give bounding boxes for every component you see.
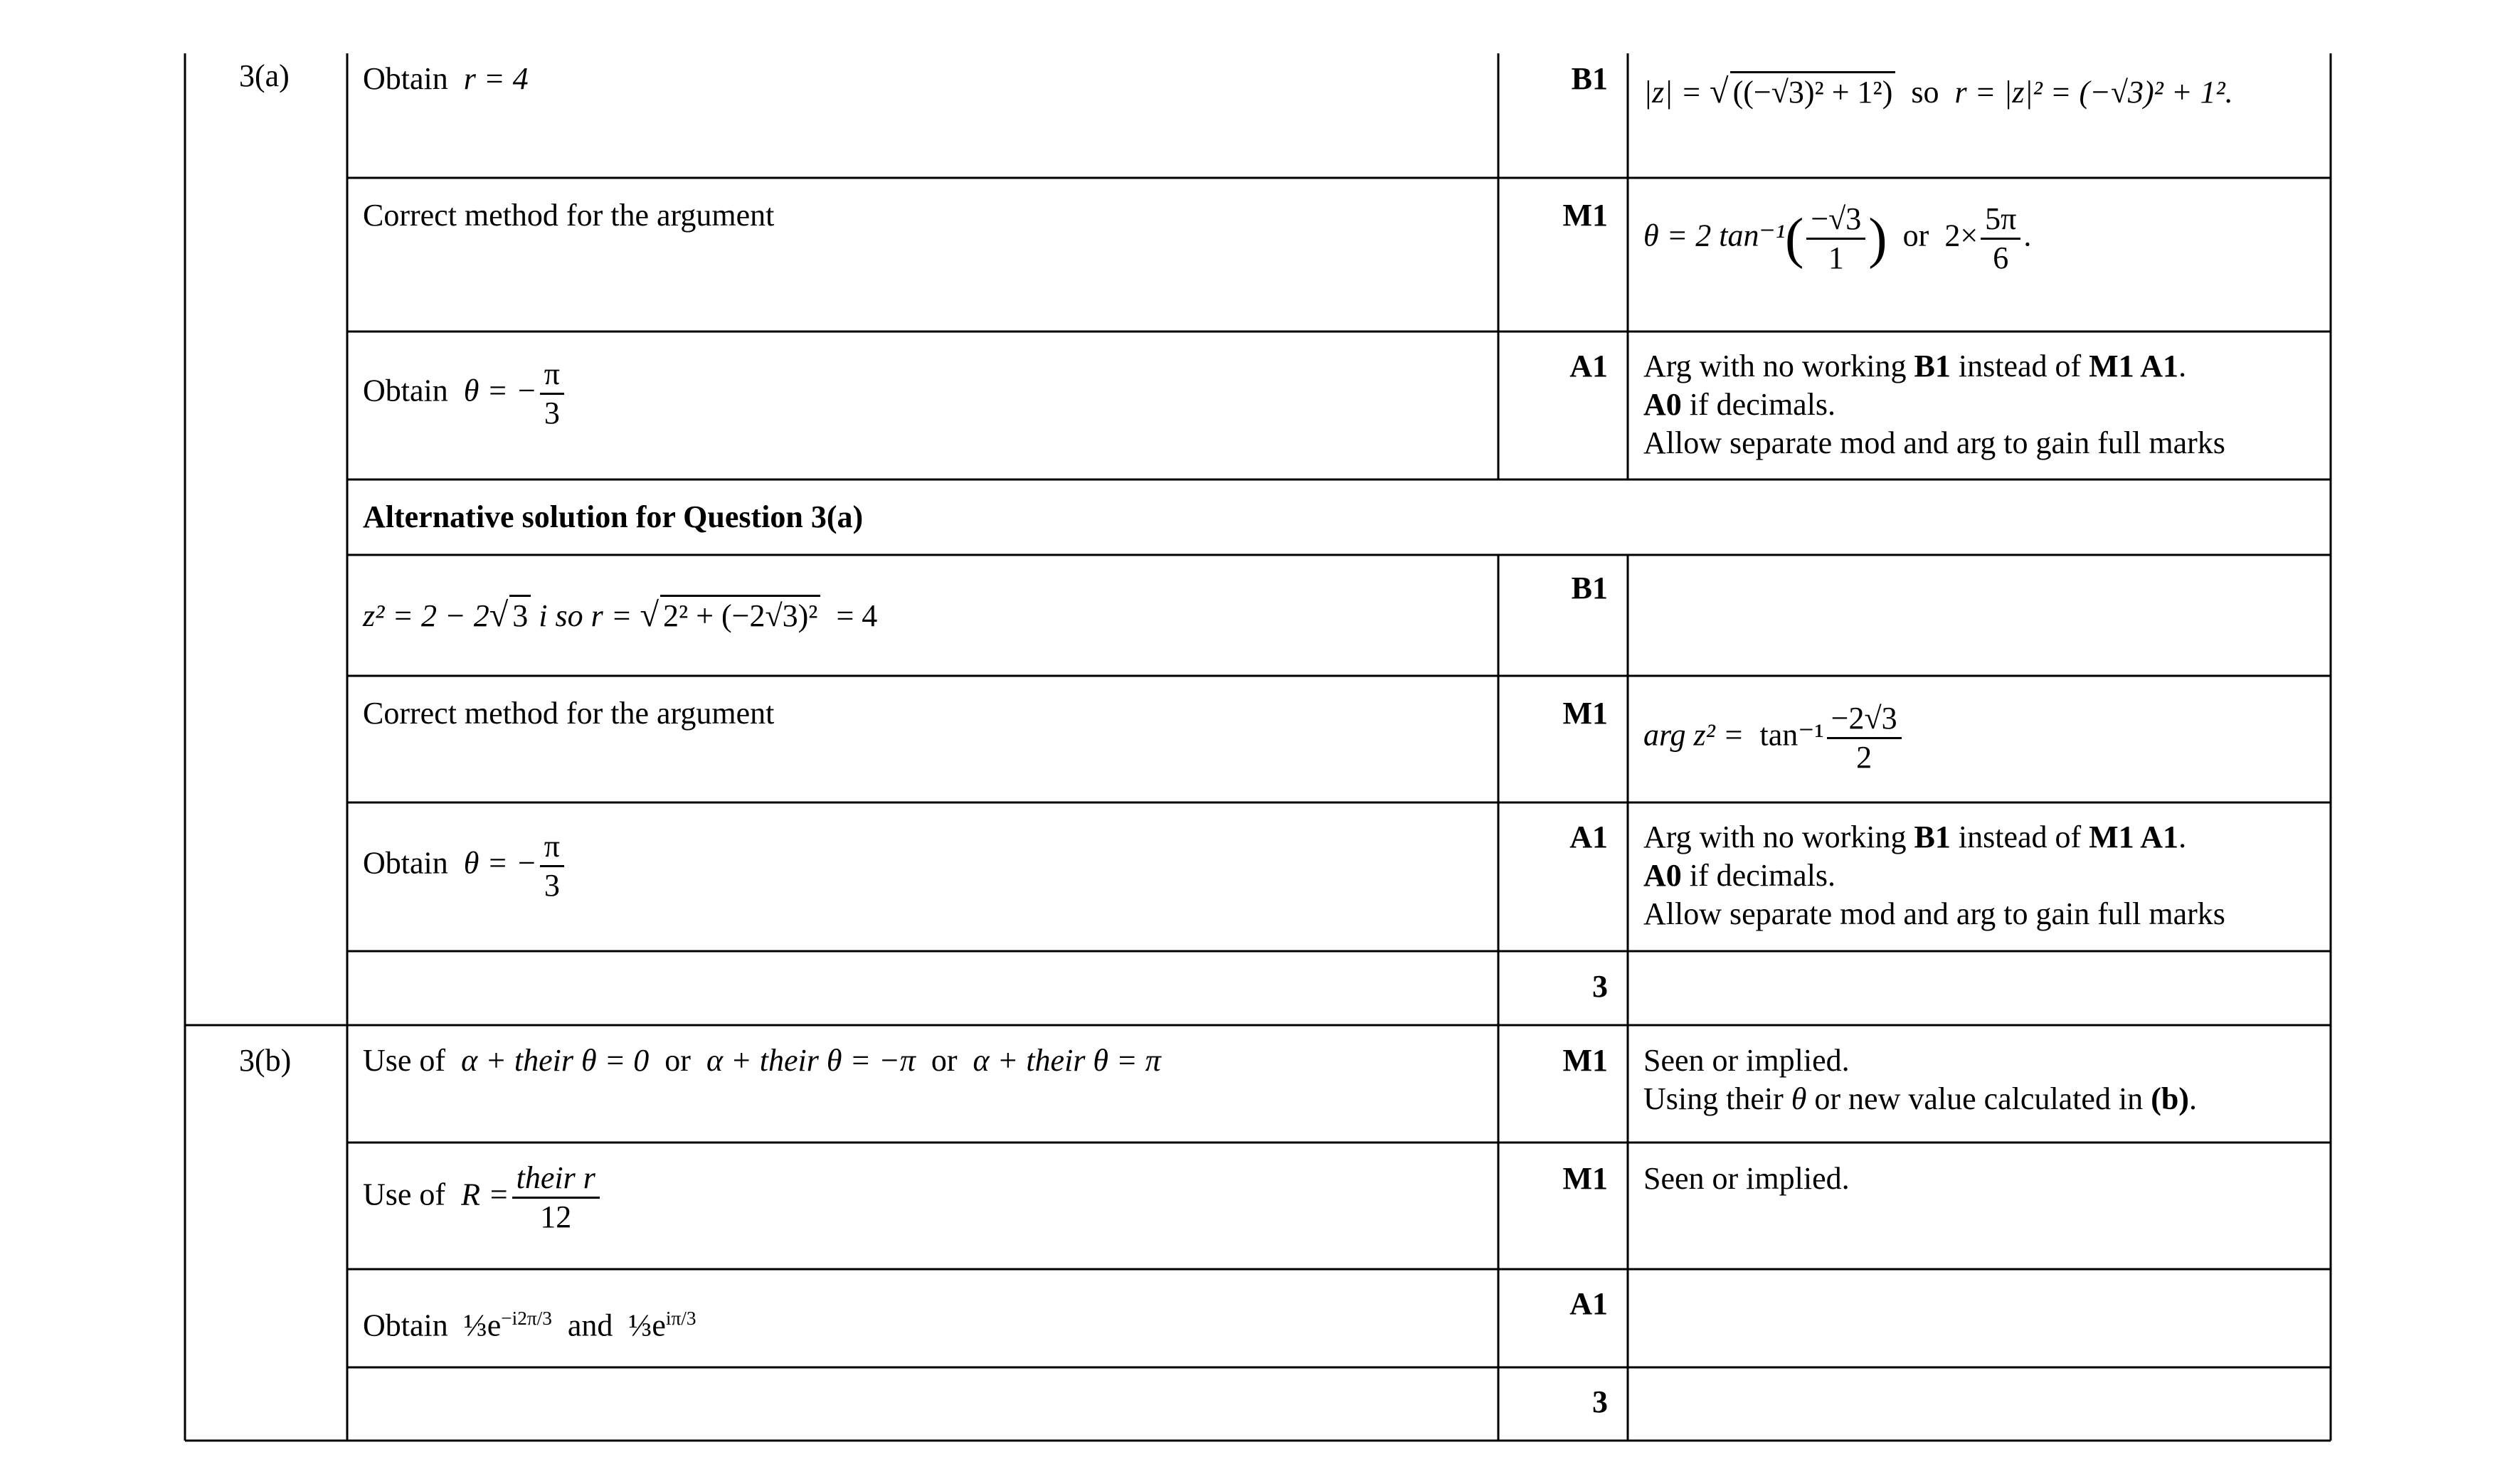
row-obtain-answers: Obtain $\frac{1}{3}e^{-i2\pi/3}$ and $\frac{1}{3}e^{i\pi/3}$	[363, 1308, 696, 1343]
mark-m1: M1	[1562, 198, 1608, 233]
or-text: or	[1902, 218, 1929, 253]
alt-row-obtain-theta: Obtain θ = − $\frac{\pi}{3}$	[363, 828, 567, 904]
fraction-5pi-6: $\frac{5\pi}{6}$	[1981, 201, 2020, 277]
guidance-a1-notes-alt: Arg with no working B1 instead of M1 A1. A0 if decimals. Allow separate mod and arg to gain full marks	[1643, 820, 2225, 931]
part-label-3b: 3(b)	[239, 1043, 292, 1078]
row-use-of-alpha: Use of α + their θ = 0 or α + their θ = −π or α + their θ = π	[363, 1043, 1161, 1078]
step-value: r = 4	[463, 61, 529, 96]
total-marks-3a: 3	[1592, 969, 1608, 1004]
alt-row-method: Correct method for the argument	[363, 696, 775, 731]
mark-m1-b2: M1	[1562, 1161, 1608, 1196]
alternative-heading: Alternative solution for Question 3(a)	[363, 499, 864, 534]
guidance-so: so	[1911, 75, 1939, 110]
sqrt-argument: ((−√3)² + 1²)	[1730, 71, 1896, 112]
fraction-their-r-12: $\frac{\text{their r}}{12}$	[512, 1160, 600, 1236]
guidance-a1-notes: Arg with no working B1 instead of M1 A1. A0 if decimals. Allow separate mod and arg to gain full marks	[1643, 349, 2225, 460]
mark-a1: A1	[1569, 349, 1608, 383]
fraction-pi-3: $\frac{\pi}{3}$	[540, 356, 564, 432]
fraction: $\frac{-√3}{1}$	[1806, 201, 1865, 277]
mark-m1-alt: M1	[1562, 696, 1608, 731]
part-label-3a: 3(a)	[239, 58, 290, 93]
total-marks-3b: 3	[1592, 1384, 1608, 1419]
row-obtain-r	[363, 60, 529, 98]
guidance-seen-implied-2: Seen or implied.	[1643, 1161, 1850, 1196]
theta-lhs: θ = 2 tan⁻¹	[1643, 218, 1785, 253]
row-method-argument: Correct method for the argument	[363, 198, 775, 233]
fraction-neg2root3-2: $\frac{-2√3}{2}$	[1827, 700, 1902, 776]
fraction-pi-3-alt: $\frac{\pi}{3}$	[540, 828, 564, 904]
mark-m1-b1: M1	[1562, 1043, 1608, 1078]
guidance-lhs: |z| =	[1643, 75, 1702, 110]
mark-b1: B1	[1571, 61, 1608, 96]
guidance-modulus	[1643, 71, 2233, 112]
multiplier: 2×	[1944, 218, 1978, 253]
mark-a1-alt: A1	[1569, 820, 1608, 854]
row-obtain-theta: Obtain θ = − $\frac{\pi}{3}$	[363, 356, 567, 432]
alt-row-modulus: z² = 2 − 2√ 3 i so r = √ 2² + (−2√3)² = 4	[363, 596, 878, 634]
mark-a1-b: A1	[1569, 1286, 1608, 1321]
guidance-rhs: r = |z|² = (−√3)² + 1².	[1954, 75, 2233, 110]
step-text: Obtain	[363, 61, 448, 96]
sqrt-symbol: √	[1710, 73, 1729, 110]
guidance-argument: θ = 2 tan⁻¹( $\frac{-√3}{1}$ ) or 2× $\frac{5\pi}{6}$ .	[1643, 201, 2032, 275]
mark-b1-alt: B1	[1571, 571, 1608, 605]
guidance-arg-z2: arg z² = tan⁻¹ $\frac{-2√3}{2}$	[1643, 700, 1905, 776]
row-use-of-R: Use of R = $\frac{\text{their r}}{12}$	[363, 1160, 603, 1236]
guidance-seen-implied-1: Seen or implied. Using their θ or new value calculated in (b).	[1643, 1043, 2197, 1116]
